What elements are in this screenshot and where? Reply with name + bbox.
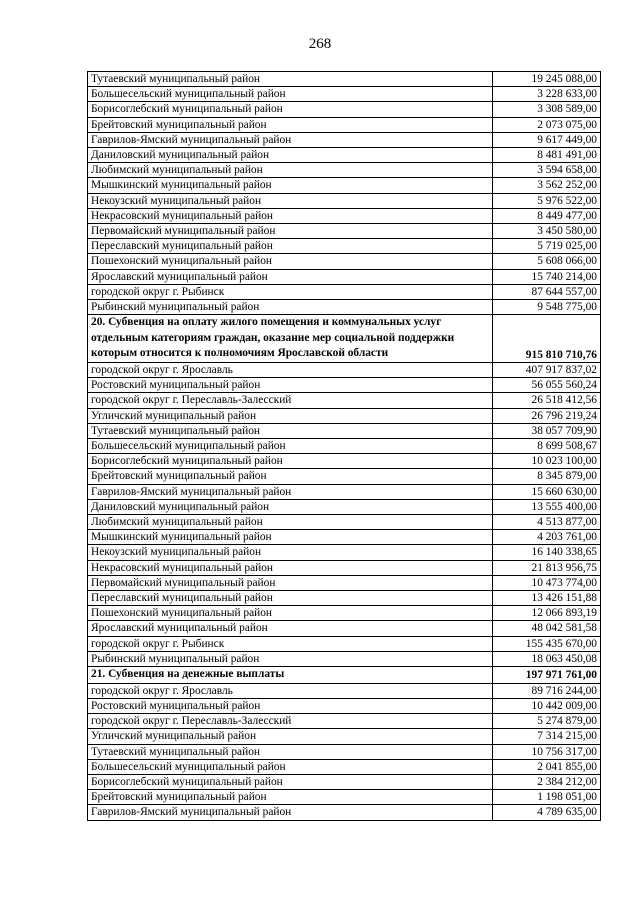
municipality-name: Гаврилов-Ямский муниципальный район: [88, 132, 493, 147]
table-row: [88, 774, 601, 789]
table-row: [88, 254, 601, 269]
amount-cell: 89 716 244,00: [493, 683, 601, 698]
table-row: [88, 545, 601, 560]
table-row: [88, 72, 601, 87]
amount-cell: 10 023 100,00: [493, 454, 601, 469]
table-row: [88, 805, 601, 820]
amount-cell: 8 481 491,00: [493, 148, 601, 163]
subsidy-table-body: [88, 72, 601, 821]
table-row: [88, 102, 601, 117]
table-row: [88, 636, 601, 651]
table-row: [88, 423, 601, 438]
municipality-name: Некрасовский муниципальный район: [88, 560, 493, 575]
table-row: [88, 515, 601, 530]
amount-cell: 2 384 212,00: [493, 774, 601, 789]
amount-cell: 155 435 670,00: [493, 636, 601, 651]
table-row: [88, 683, 601, 698]
municipality-name: городской округ г. Ярославль: [88, 363, 493, 378]
amount-cell: 10 756 317,00: [493, 744, 601, 759]
table-row: [88, 408, 601, 423]
municipality-name: Угличский муниципальный район: [88, 408, 493, 423]
table-row: [88, 439, 601, 454]
municipality-name: Гаврилов-Ямский муниципальный район: [88, 484, 493, 499]
amount-cell: 7 314 215,00: [493, 729, 601, 744]
amount-cell: 3 450 580,00: [493, 224, 601, 239]
table-row: [88, 469, 601, 484]
table-row: [88, 621, 601, 636]
table-row: [88, 269, 601, 284]
section-title: 21. Субвенция на денежные выплаты: [88, 667, 493, 684]
table-row: [88, 132, 601, 147]
table-row: [88, 651, 601, 666]
amount-cell: 3 228 633,00: [493, 87, 601, 102]
amount-cell: 3 308 589,00: [493, 102, 601, 117]
amount-cell: 38 057 709,90: [493, 423, 601, 438]
municipality-name: Ростовский муниципальный район: [88, 378, 493, 393]
municipality-name: Рыбинский муниципальный район: [88, 300, 493, 315]
table-row: [88, 284, 601, 299]
table-row: [88, 484, 601, 499]
table-row: [88, 560, 601, 575]
municipality-name: городской округ г. Переславль-Залесский: [88, 714, 493, 729]
table-row: [88, 224, 601, 239]
municipality-name: городской округ г. Рыбинск: [88, 636, 493, 651]
municipality-name: Большесельский муниципальный район: [88, 87, 493, 102]
amount-cell: 5 608 066,00: [493, 254, 601, 269]
amount-cell: 56 055 560,24: [493, 378, 601, 393]
municipality-name: Переславский муниципальный район: [88, 239, 493, 254]
table-row: [88, 575, 601, 590]
municipality-name: Борисоглебский муниципальный район: [88, 454, 493, 469]
municipality-name: Некоузский муниципальный район: [88, 545, 493, 560]
table-row: [88, 163, 601, 178]
municipality-name: Борисоглебский муниципальный район: [88, 102, 493, 117]
amount-cell: 8 345 879,00: [493, 469, 601, 484]
municipality-name: Мышкинский муниципальный район: [88, 178, 493, 193]
municipality-name: Даниловский муниципальный район: [88, 499, 493, 514]
table-row: [88, 714, 601, 729]
municipality-name: Некоузский муниципальный район: [88, 193, 493, 208]
amount-cell: 3 594 658,00: [493, 163, 601, 178]
table-row: [88, 454, 601, 469]
municipality-name: Ростовский муниципальный район: [88, 698, 493, 713]
municipality-name: Мышкинский муниципальный район: [88, 530, 493, 545]
table-row: [88, 300, 601, 315]
municipality-name: Гаврилов-Ямский муниципальный район: [88, 805, 493, 820]
municipality-name: Брейтовский муниципальный район: [88, 790, 493, 805]
municipality-name: Большесельский муниципальный район: [88, 759, 493, 774]
amount-cell: 5 976 522,00: [493, 193, 601, 208]
table-row: [88, 87, 601, 102]
table-row: [88, 117, 601, 132]
amount-cell: 15 740 214,00: [493, 269, 601, 284]
municipality-name: Пошехонский муниципальный район: [88, 254, 493, 269]
municipality-name: Любимский муниципальный район: [88, 515, 493, 530]
amount-cell: 2 041 855,00: [493, 759, 601, 774]
table-row: [88, 239, 601, 254]
amount-cell: 5 274 879,00: [493, 714, 601, 729]
table-row: [88, 530, 601, 545]
municipality-name: Ярославский муниципальный район: [88, 621, 493, 636]
subsidy-table: [87, 71, 601, 821]
municipality-name: Брейтовский муниципальный район: [88, 117, 493, 132]
municipality-name: Угличский муниципальный район: [88, 729, 493, 744]
amount-cell: 3 562 252,00: [493, 178, 601, 193]
section-total-amount: 197 971 761,00: [493, 667, 601, 684]
amount-cell: 2 073 075,00: [493, 117, 601, 132]
municipality-name: Первомайский муниципальный район: [88, 575, 493, 590]
municipality-name: Переславский муниципальный район: [88, 591, 493, 606]
municipality-name: Рыбинский муниципальный район: [88, 651, 493, 666]
section-title: 20. Субвенция на оплату жилого помещения и коммунальных услуг отдельным категориям граждан, оказание мер социальной поддержки которым относится к полномочиям Ярославской области: [88, 315, 493, 363]
table-row: [88, 208, 601, 223]
amount-cell: 26 796 219,24: [493, 408, 601, 423]
municipality-name: Даниловский муниципальный район: [88, 148, 493, 163]
amount-cell: 1 198 051,00: [493, 790, 601, 805]
table-row: [88, 499, 601, 514]
table-row: [88, 698, 601, 713]
municipality-name: Брейтовский муниципальный район: [88, 469, 493, 484]
amount-cell: 48 042 581,58: [493, 621, 601, 636]
table-row: [88, 744, 601, 759]
municipality-name: Ярославский муниципальный район: [88, 269, 493, 284]
amount-cell: 16 140 338,65: [493, 545, 601, 560]
municipality-name: Некрасовский муниципальный район: [88, 208, 493, 223]
table-row: [88, 729, 601, 744]
municipality-name: городской округ г. Переславль-Залесский: [88, 393, 493, 408]
municipality-name: Тутаевский муниципальный район: [88, 744, 493, 759]
section-header-row: [88, 315, 601, 363]
amount-cell: 87 644 557,00: [493, 284, 601, 299]
amount-cell: 18 063 450,08: [493, 651, 601, 666]
municipality-name: Большесельский муниципальный район: [88, 439, 493, 454]
amount-cell: 12 066 893,19: [493, 606, 601, 621]
amount-cell: 4 513 877,00: [493, 515, 601, 530]
amount-cell: 4 203 761,00: [493, 530, 601, 545]
amount-cell: 5 719 025,00: [493, 239, 601, 254]
table-row: [88, 606, 601, 621]
amount-cell: 407 917 837,02: [493, 363, 601, 378]
amount-cell: 8 699 508,67: [493, 439, 601, 454]
amount-cell: 4 789 635,00: [493, 805, 601, 820]
municipality-name: Пошехонский муниципальный район: [88, 606, 493, 621]
table-row: [88, 178, 601, 193]
municipality-name: Тутаевский муниципальный район: [88, 423, 493, 438]
amount-cell: 10 473 774,00: [493, 575, 601, 590]
municipality-name: городской округ г. Ярославль: [88, 683, 493, 698]
amount-cell: 13 555 400,00: [493, 499, 601, 514]
municipality-name: городской округ г. Рыбинск: [88, 284, 493, 299]
amount-cell: 10 442 009,00: [493, 698, 601, 713]
table-row: [88, 148, 601, 163]
section-header-row: [88, 667, 601, 684]
amount-cell: 26 518 412,56: [493, 393, 601, 408]
amount-cell: 9 548 775,00: [493, 300, 601, 315]
table-row: [88, 193, 601, 208]
amount-cell: 15 660 630,00: [493, 484, 601, 499]
amount-cell: 13 426 151,88: [493, 591, 601, 606]
page-number: 268: [308, 36, 332, 52]
section-total-amount: 915 810 710,76: [493, 315, 601, 363]
table-row: [88, 790, 601, 805]
amount-cell: 19 245 088,00: [493, 72, 601, 87]
amount-cell: 21 813 956,75: [493, 560, 601, 575]
municipality-name: Первомайский муниципальный район: [88, 224, 493, 239]
table-row: [88, 378, 601, 393]
table-row: [88, 363, 601, 378]
table-row: [88, 591, 601, 606]
municipality-name: Любимский муниципальный район: [88, 163, 493, 178]
amount-cell: 9 617 449,00: [493, 132, 601, 147]
municipality-name: Тутаевский муниципальный район: [88, 72, 493, 87]
amount-cell: 8 449 477,00: [493, 208, 601, 223]
table-row: [88, 393, 601, 408]
table-row: [88, 759, 601, 774]
municipality-name: Борисоглебский муниципальный район: [88, 774, 493, 789]
